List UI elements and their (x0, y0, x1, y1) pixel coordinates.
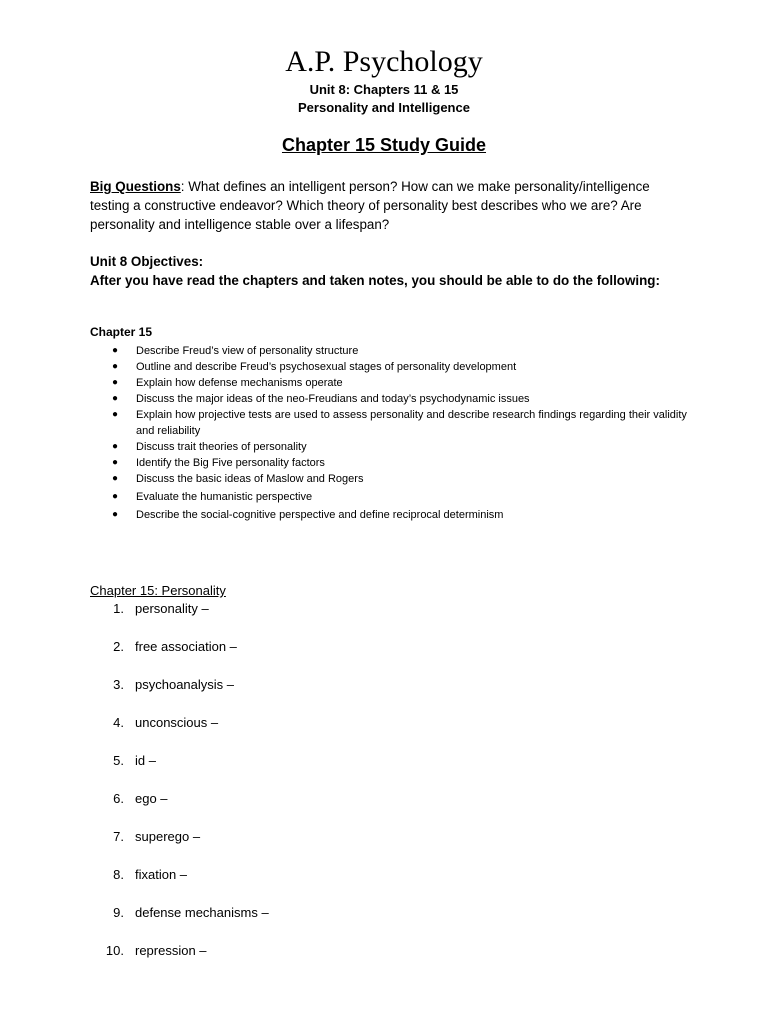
objective-item: ● Identify the Big Five personality factors (112, 457, 325, 469)
term-number: 10. (105, 943, 124, 958)
term-number: 7. (113, 829, 124, 844)
term-number: 3. (113, 677, 124, 692)
bullet-icon: ● (112, 473, 119, 484)
term-text: defense mechanisms – (135, 905, 269, 920)
term-number: 1. (113, 601, 124, 616)
objective-item: ● Discuss the major ideas of the neo-Freudians and today’s psychodynamic issues (112, 393, 530, 405)
objective-item: ● Discuss the basic ideas of Maslow and Rogers (112, 473, 364, 485)
objective-item: ● Discuss trait theories of personality (112, 441, 307, 453)
bullet-icon: ● (112, 441, 119, 452)
big-questions-label: Big Questions (90, 179, 181, 194)
term-number: 5. (113, 753, 124, 768)
big-questions (90, 177, 680, 234)
bullet-icon: ● (112, 491, 119, 502)
term-number: 2. (113, 639, 124, 654)
bullet-icon: ● (112, 345, 119, 356)
guide-title: Chapter 15 Study Guide (281, 135, 487, 155)
term-text: free association – (135, 639, 237, 654)
unit-line: Unit 8: Chapters 11 & 15 (309, 82, 459, 97)
term-number: 6. (113, 791, 124, 806)
bullet-icon: ● (112, 457, 119, 468)
term-number: 4. (113, 715, 124, 730)
objective-item: ● Explain how defense mechanisms operate (112, 377, 343, 389)
objective-item: ● Evaluate the humanistic perspective (112, 491, 313, 503)
objective-item: ● Explain how projective tests are used to assess personality and describe research findings regarding their validity and reliability (112, 409, 687, 437)
term-text: fixation – (135, 867, 188, 882)
big-questions-text: : What defines an intelligent person? How can we make personality/intelligence testing a constructive endeavor? Which theory of personality best describes who we are? Are personality and intelligence stable over a lifespan? (90, 179, 650, 232)
objectives-list (90, 343, 690, 523)
bullet-icon: ● (112, 361, 119, 372)
bullet-icon: ● (112, 377, 119, 388)
chapter-heading: Chapter 15 (90, 325, 153, 339)
objective-item: ● Outline and describe Freud’s psychosexual stages of personality development (112, 361, 517, 373)
bullet-icon: ● (112, 393, 119, 404)
bullet-icon: ● (112, 409, 119, 420)
bullet-icon: ● (112, 509, 119, 520)
term-text: repression – (135, 943, 207, 958)
term-text: unconscious – (135, 715, 219, 730)
term-text: ego – (135, 791, 168, 806)
term-text: superego – (135, 829, 201, 844)
term-number: 9. (113, 905, 124, 920)
term-text: psychoanalysis – (135, 677, 234, 692)
term-number: 8. (113, 867, 124, 882)
objective-item: ● Describe the social-cognitive perspective and define reciprocal determinism (112, 509, 504, 521)
objectives-intro: After you have read the chapters and taken notes, you should be able to do the following: (90, 273, 660, 288)
topic-line: Personality and Intelligence (298, 100, 470, 115)
term-text: personality – (135, 601, 209, 616)
term-text: id – (135, 753, 156, 768)
objectives-heading: Unit 8 Objectives: (90, 254, 204, 269)
objective-item: ● Describe Freud’s view of personality structure (112, 345, 359, 357)
vocab-heading: Chapter 15: Personality (90, 583, 226, 598)
course-title: A.P. Psychology (285, 45, 483, 78)
